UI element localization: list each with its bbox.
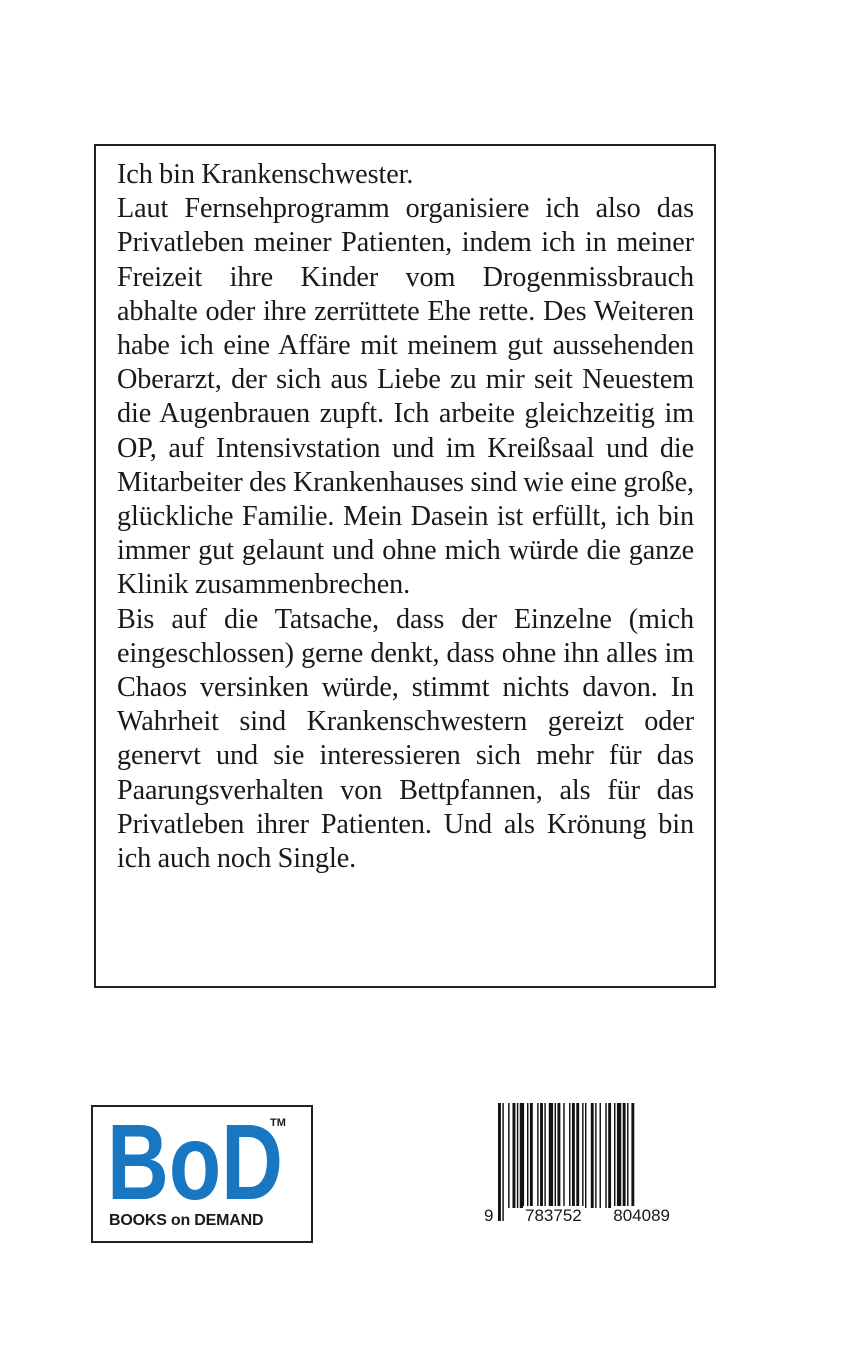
barcode-bar	[508, 1103, 509, 1208]
barcode-bar	[627, 1103, 628, 1208]
barcode-bar	[623, 1103, 626, 1208]
blurb-paragraph-2: Laut Fernsehprogramm organisiere ich also das Privatleben meiner Patienten, indem ich in meiner Freizeit ihre Kinder vom Drogenmissbrauch abhalte oder ihre zerrüttete Ehe rette. Des Weiteren habe ich eine Affäre mit meinem gut aussehenden Oberarzt, der sich aus Liebe zu mir seit Neuestem die Augenbrauen zupft. Ich arbeite gleichzeitig im OP, auf Intensivstation und im Kreißsaal und die Mitarbeiter des Krankenhauses sind wie eine große, glückliche Familie. Mein Dasein ist erfüllt, ich bin immer gut gelaunt und ohne mich würde die ganze Klinik zusammenbrechen.	[117, 193, 694, 601]
barcode-bar	[520, 1103, 524, 1208]
barcode-bar	[544, 1103, 545, 1208]
blurb-box	[94, 144, 716, 988]
logo-tagline: BOOKS on DEMAND	[109, 1212, 264, 1229]
barcode-bar	[595, 1103, 596, 1208]
barcode-bar	[605, 1103, 606, 1208]
blurb-paragraph-1: Ich bin Krankenschwester.	[117, 159, 414, 190]
isbn-group-1: 783752	[525, 1206, 582, 1225]
barcode-bar	[585, 1103, 586, 1208]
barcode-bar	[600, 1103, 601, 1208]
isbn-group-2: 804089	[613, 1206, 670, 1225]
barcode-bar	[527, 1103, 528, 1208]
barcode-bar	[631, 1103, 634, 1221]
barcode-bar	[569, 1103, 570, 1221]
publisher-logo	[91, 1105, 313, 1243]
barcode-bar	[591, 1103, 594, 1208]
isbn-digits	[482, 1206, 672, 1226]
barcode-bar	[549, 1103, 553, 1208]
barcode-bar	[530, 1103, 533, 1208]
barcode-bar	[582, 1103, 583, 1208]
barcode-bar	[608, 1103, 611, 1208]
barcode-bar	[537, 1103, 538, 1208]
barcode-bar	[517, 1103, 518, 1208]
barcode-bar	[502, 1103, 503, 1221]
barcode-bar	[576, 1103, 579, 1208]
barcode-bar	[614, 1103, 615, 1208]
logo-trademark: TM	[270, 1117, 286, 1129]
barcode-bar	[557, 1103, 560, 1208]
barcode-bar	[555, 1103, 556, 1208]
barcode-bar	[498, 1103, 501, 1221]
barcode-bar	[617, 1103, 621, 1208]
barcode-bar	[540, 1103, 543, 1208]
isbn-prefix: 9	[484, 1206, 494, 1225]
logo-wordmark: BoD	[107, 1111, 283, 1211]
barcode-bar	[563, 1103, 564, 1208]
bod-logo-icon	[107, 1111, 287, 1211]
barcode-bar	[572, 1103, 575, 1208]
blurb-paragraph-3: Bis auf die Tatsache, dass der Einzelne (mich eingeschlossen) gerne denkt, dass ohne ihn alles im Chaos versinken würde, stimmt nichts davon. In Wahrheit sind Krankenschwestern gereizt oder genervt und sie interessieren sich mehr für das Paarungsverhalten von Bettpfannen, als für das Privatleben ihrer Patienten. Und als Krönung bin ich auch noch Single.	[117, 603, 694, 875]
barcode-bar	[513, 1103, 516, 1208]
